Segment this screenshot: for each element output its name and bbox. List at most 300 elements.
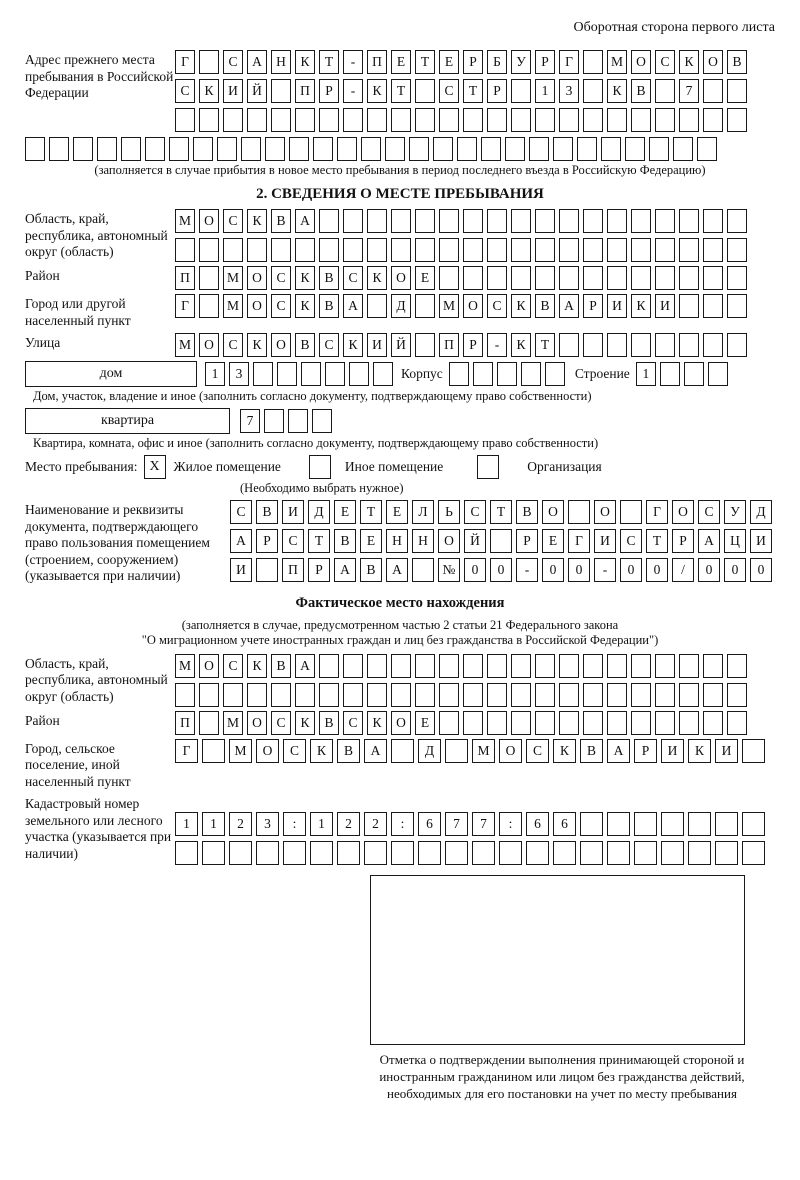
- char-cell[interactable]: А: [295, 654, 315, 678]
- char-cell[interactable]: [433, 137, 453, 161]
- char-cell[interactable]: [343, 108, 363, 132]
- char-cell[interactable]: 0: [464, 558, 486, 582]
- char-cell[interactable]: [577, 137, 597, 161]
- char-cell[interactable]: С: [175, 79, 195, 103]
- char-cell[interactable]: [511, 108, 531, 132]
- char-cell[interactable]: Т: [360, 500, 382, 524]
- char-cell[interactable]: [415, 294, 435, 318]
- char-cell[interactable]: [688, 841, 711, 865]
- char-cell[interactable]: [703, 209, 723, 233]
- char-cell[interactable]: Р: [583, 294, 603, 318]
- char-cell[interactable]: В: [360, 558, 382, 582]
- char-cell[interactable]: Т: [490, 500, 512, 524]
- char-cell[interactable]: [343, 238, 363, 262]
- char-cell[interactable]: М: [472, 739, 495, 763]
- char-cell[interactable]: [559, 711, 579, 735]
- char-cell[interactable]: [391, 683, 411, 707]
- char-cell[interactable]: [481, 137, 501, 161]
- char-cell[interactable]: П: [175, 711, 195, 735]
- char-cell[interactable]: [343, 683, 363, 707]
- char-cell[interactable]: [535, 683, 555, 707]
- char-cell[interactable]: [583, 108, 603, 132]
- char-cell[interactable]: К: [511, 294, 531, 318]
- char-cell[interactable]: [661, 841, 684, 865]
- char-cell[interactable]: Ь: [438, 500, 460, 524]
- char-cell[interactable]: О: [247, 711, 267, 735]
- char-cell[interactable]: Е: [415, 266, 435, 290]
- char-cell[interactable]: [631, 683, 651, 707]
- char-cell[interactable]: В: [631, 79, 651, 103]
- char-cell[interactable]: [607, 711, 627, 735]
- char-cell[interactable]: [727, 333, 747, 357]
- char-cell[interactable]: О: [391, 266, 411, 290]
- char-cell[interactable]: [559, 683, 579, 707]
- char-cell[interactable]: [703, 266, 723, 290]
- char-cell[interactable]: [337, 841, 360, 865]
- char-cell[interactable]: С: [223, 333, 243, 357]
- char-cell[interactable]: А: [559, 294, 579, 318]
- char-cell[interactable]: О: [256, 739, 279, 763]
- char-cell[interactable]: М: [223, 294, 243, 318]
- char-cell[interactable]: [511, 266, 531, 290]
- char-cell[interactable]: И: [661, 739, 684, 763]
- char-cell[interactable]: [511, 683, 531, 707]
- char-cell[interactable]: К: [295, 266, 315, 290]
- char-cell[interactable]: Л: [412, 500, 434, 524]
- char-cell[interactable]: [271, 238, 291, 262]
- char-cell[interactable]: [715, 841, 738, 865]
- char-cell[interactable]: [175, 238, 195, 262]
- char-cell[interactable]: Д: [391, 294, 411, 318]
- char-cell[interactable]: [463, 266, 483, 290]
- char-cell[interactable]: [697, 137, 717, 161]
- char-cell[interactable]: С: [271, 711, 291, 735]
- char-cell[interactable]: Г: [175, 50, 195, 74]
- char-cell[interactable]: Т: [415, 50, 435, 74]
- char-cell[interactable]: К: [367, 79, 387, 103]
- char-cell[interactable]: 1: [202, 812, 225, 836]
- char-cell[interactable]: [703, 683, 723, 707]
- char-cell[interactable]: [445, 739, 468, 763]
- char-cell[interactable]: [607, 683, 627, 707]
- char-cell[interactable]: 1: [535, 79, 555, 103]
- char-cell[interactable]: [535, 238, 555, 262]
- char-cell[interactable]: К: [679, 50, 699, 74]
- char-cell[interactable]: Р: [487, 79, 507, 103]
- char-cell[interactable]: С: [487, 294, 507, 318]
- char-cell[interactable]: [415, 683, 435, 707]
- char-cell[interactable]: С: [282, 529, 304, 553]
- char-cell[interactable]: [391, 739, 414, 763]
- char-cell[interactable]: А: [607, 739, 630, 763]
- char-cell[interactable]: Н: [271, 50, 291, 74]
- char-cell[interactable]: [583, 654, 603, 678]
- char-cell[interactable]: [202, 739, 225, 763]
- char-cell[interactable]: [679, 209, 699, 233]
- char-cell[interactable]: [634, 812, 657, 836]
- char-cell[interactable]: В: [271, 654, 291, 678]
- char-cell[interactable]: [199, 683, 219, 707]
- char-cell[interactable]: [679, 266, 699, 290]
- char-cell[interactable]: [271, 683, 291, 707]
- char-cell[interactable]: [265, 137, 285, 161]
- char-cell[interactable]: 2: [364, 812, 387, 836]
- char-cell[interactable]: [97, 137, 117, 161]
- char-cell[interactable]: [283, 841, 306, 865]
- char-cell[interactable]: [631, 108, 651, 132]
- char-cell[interactable]: [337, 137, 357, 161]
- char-cell[interactable]: [487, 108, 507, 132]
- char-cell[interactable]: [583, 711, 603, 735]
- char-cell[interactable]: Е: [360, 529, 382, 553]
- char-cell[interactable]: [463, 209, 483, 233]
- char-cell[interactable]: Д: [750, 500, 772, 524]
- char-cell[interactable]: А: [364, 739, 387, 763]
- char-cell[interactable]: И: [655, 294, 675, 318]
- char-cell[interactable]: К: [295, 711, 315, 735]
- char-cell[interactable]: [487, 238, 507, 262]
- char-cell[interactable]: [607, 841, 630, 865]
- char-cell[interactable]: О: [247, 294, 267, 318]
- char-cell[interactable]: :: [391, 812, 414, 836]
- char-cell[interactable]: [391, 238, 411, 262]
- char-cell[interactable]: [439, 266, 459, 290]
- char-cell[interactable]: [223, 108, 243, 132]
- char-cell[interactable]: Р: [463, 333, 483, 357]
- char-cell[interactable]: С: [343, 266, 363, 290]
- char-cell[interactable]: [727, 266, 747, 290]
- char-cell[interactable]: [607, 333, 627, 357]
- char-cell[interactable]: [708, 362, 728, 386]
- char-cell[interactable]: М: [175, 209, 195, 233]
- char-cell[interactable]: [415, 108, 435, 132]
- char-cell[interactable]: М: [607, 50, 627, 74]
- char-cell[interactable]: С: [223, 654, 243, 678]
- char-cell[interactable]: [463, 238, 483, 262]
- char-cell[interactable]: [568, 500, 590, 524]
- char-cell[interactable]: [295, 683, 315, 707]
- char-cell[interactable]: [295, 108, 315, 132]
- char-cell[interactable]: [679, 683, 699, 707]
- char-cell[interactable]: [175, 108, 195, 132]
- char-cell[interactable]: [193, 137, 213, 161]
- char-cell[interactable]: [463, 108, 483, 132]
- char-cell[interactable]: [391, 654, 411, 678]
- char-cell[interactable]: С: [283, 739, 306, 763]
- char-cell[interactable]: [490, 529, 512, 553]
- char-cell[interactable]: :: [499, 812, 522, 836]
- char-cell[interactable]: А: [698, 529, 720, 553]
- char-cell[interactable]: [583, 50, 603, 74]
- char-cell[interactable]: 2: [229, 812, 252, 836]
- char-cell[interactable]: [727, 209, 747, 233]
- char-cell[interactable]: [271, 79, 291, 103]
- char-cell[interactable]: [703, 238, 723, 262]
- char-cell[interactable]: Т: [463, 79, 483, 103]
- char-cell[interactable]: Д: [308, 500, 330, 524]
- char-cell[interactable]: [391, 209, 411, 233]
- char-cell[interactable]: [199, 238, 219, 262]
- char-cell[interactable]: [418, 841, 441, 865]
- char-cell[interactable]: А: [295, 209, 315, 233]
- char-cell[interactable]: [367, 238, 387, 262]
- char-cell[interactable]: 0: [646, 558, 668, 582]
- char-cell[interactable]: [655, 209, 675, 233]
- char-cell[interactable]: [497, 362, 517, 386]
- char-cell[interactable]: [703, 108, 723, 132]
- char-cell[interactable]: [553, 137, 573, 161]
- char-cell[interactable]: [727, 711, 747, 735]
- char-cell[interactable]: [535, 209, 555, 233]
- char-cell[interactable]: [601, 137, 621, 161]
- char-cell[interactable]: [199, 266, 219, 290]
- char-cell[interactable]: У: [724, 500, 746, 524]
- char-cell[interactable]: [169, 137, 189, 161]
- char-cell[interactable]: [199, 108, 219, 132]
- char-cell[interactable]: [415, 79, 435, 103]
- char-cell[interactable]: [223, 683, 243, 707]
- char-cell[interactable]: [367, 683, 387, 707]
- char-cell[interactable]: [583, 266, 603, 290]
- char-cell[interactable]: 1: [310, 812, 333, 836]
- char-cell[interactable]: О: [199, 333, 219, 357]
- char-cell[interactable]: [553, 841, 576, 865]
- char-cell[interactable]: Е: [415, 711, 435, 735]
- char-cell[interactable]: [703, 333, 723, 357]
- char-cell[interactable]: А: [386, 558, 408, 582]
- char-cell[interactable]: И: [282, 500, 304, 524]
- char-cell[interactable]: [655, 654, 675, 678]
- char-cell[interactable]: К: [247, 654, 267, 678]
- char-cell[interactable]: С: [620, 529, 642, 553]
- char-cell[interactable]: П: [175, 266, 195, 290]
- char-cell[interactable]: [310, 841, 333, 865]
- char-cell[interactable]: Г: [175, 294, 195, 318]
- char-cell[interactable]: М: [175, 654, 195, 678]
- char-cell[interactable]: И: [223, 79, 243, 103]
- char-cell[interactable]: Р: [535, 50, 555, 74]
- char-cell[interactable]: [199, 50, 219, 74]
- char-cell[interactable]: -: [343, 79, 363, 103]
- char-cell[interactable]: В: [319, 294, 339, 318]
- char-cell[interactable]: В: [295, 333, 315, 357]
- char-cell[interactable]: 7: [445, 812, 468, 836]
- char-cell[interactable]: [679, 294, 699, 318]
- char-cell[interactable]: В: [535, 294, 555, 318]
- char-cell[interactable]: [367, 294, 387, 318]
- char-cell[interactable]: Т: [535, 333, 555, 357]
- char-cell[interactable]: О: [594, 500, 616, 524]
- char-cell[interactable]: [361, 137, 381, 161]
- char-cell[interactable]: [247, 683, 267, 707]
- char-cell[interactable]: [703, 294, 723, 318]
- char-cell[interactable]: Й: [247, 79, 267, 103]
- char-cell[interactable]: [727, 108, 747, 132]
- char-cell[interactable]: У: [511, 50, 531, 74]
- char-cell[interactable]: Д: [418, 739, 441, 763]
- char-cell[interactable]: [655, 711, 675, 735]
- char-cell[interactable]: 7: [472, 812, 495, 836]
- char-cell[interactable]: №: [438, 558, 460, 582]
- char-cell[interactable]: [202, 841, 225, 865]
- char-cell[interactable]: В: [580, 739, 603, 763]
- char-cell[interactable]: [655, 333, 675, 357]
- char-cell[interactable]: Р: [319, 79, 339, 103]
- char-cell[interactable]: [264, 409, 284, 433]
- char-cell[interactable]: О: [463, 294, 483, 318]
- char-cell[interactable]: Т: [319, 50, 339, 74]
- char-cell[interactable]: [319, 654, 339, 678]
- char-cell[interactable]: 3: [256, 812, 279, 836]
- char-cell[interactable]: Б: [487, 50, 507, 74]
- char-cell[interactable]: [487, 654, 507, 678]
- char-cell[interactable]: [703, 654, 723, 678]
- char-cell[interactable]: [343, 654, 363, 678]
- char-cell[interactable]: Е: [334, 500, 356, 524]
- char-cell[interactable]: [256, 841, 279, 865]
- char-cell[interactable]: [559, 266, 579, 290]
- char-cell[interactable]: [511, 711, 531, 735]
- char-cell[interactable]: О: [542, 500, 564, 524]
- char-cell[interactable]: Р: [672, 529, 694, 553]
- char-cell[interactable]: Р: [256, 529, 278, 553]
- char-cell[interactable]: Г: [175, 739, 198, 763]
- char-cell[interactable]: Й: [391, 333, 411, 357]
- char-cell[interactable]: [349, 362, 369, 386]
- char-cell[interactable]: [660, 362, 680, 386]
- char-cell[interactable]: [661, 812, 684, 836]
- char-cell[interactable]: О: [199, 209, 219, 233]
- char-cell[interactable]: И: [607, 294, 627, 318]
- char-cell[interactable]: К: [511, 333, 531, 357]
- char-cell[interactable]: [229, 841, 252, 865]
- char-cell[interactable]: К: [247, 333, 267, 357]
- char-cell[interactable]: [343, 209, 363, 233]
- char-cell[interactable]: [499, 841, 522, 865]
- char-cell[interactable]: [583, 333, 603, 357]
- char-cell[interactable]: М: [223, 266, 243, 290]
- char-cell[interactable]: К: [367, 266, 387, 290]
- char-cell[interactable]: [583, 238, 603, 262]
- stay-type-checkbox-organization[interactable]: [477, 455, 499, 479]
- char-cell[interactable]: [535, 711, 555, 735]
- char-cell[interactable]: А: [334, 558, 356, 582]
- char-cell[interactable]: [271, 108, 291, 132]
- char-cell[interactable]: [559, 238, 579, 262]
- char-cell[interactable]: [607, 266, 627, 290]
- char-cell[interactable]: К: [199, 79, 219, 103]
- char-cell[interactable]: [703, 79, 723, 103]
- char-cell[interactable]: [415, 654, 435, 678]
- char-cell[interactable]: 0: [568, 558, 590, 582]
- char-cell[interactable]: В: [319, 266, 339, 290]
- char-cell[interactable]: [409, 137, 429, 161]
- char-cell[interactable]: А: [247, 50, 267, 74]
- char-cell[interactable]: [727, 79, 747, 103]
- char-cell[interactable]: М: [229, 739, 252, 763]
- char-cell[interactable]: [559, 108, 579, 132]
- char-cell[interactable]: Е: [391, 50, 411, 74]
- char-cell[interactable]: Т: [646, 529, 668, 553]
- char-cell[interactable]: [679, 333, 699, 357]
- char-cell[interactable]: С: [319, 333, 339, 357]
- char-cell[interactable]: Й: [464, 529, 486, 553]
- char-cell[interactable]: [684, 362, 704, 386]
- char-cell[interactable]: Е: [542, 529, 564, 553]
- char-cell[interactable]: 2: [337, 812, 360, 836]
- stay-type-checkbox-other-premises[interactable]: [309, 455, 331, 479]
- char-cell[interactable]: 0: [750, 558, 772, 582]
- char-cell[interactable]: [175, 841, 198, 865]
- char-cell[interactable]: [319, 209, 339, 233]
- char-cell[interactable]: [620, 500, 642, 524]
- char-cell[interactable]: [295, 238, 315, 262]
- char-cell[interactable]: [367, 654, 387, 678]
- char-cell[interactable]: [583, 209, 603, 233]
- char-cell[interactable]: К: [367, 711, 387, 735]
- char-cell[interactable]: С: [526, 739, 549, 763]
- char-cell[interactable]: [463, 683, 483, 707]
- char-cell[interactable]: 1: [205, 362, 225, 386]
- char-cell[interactable]: И: [715, 739, 738, 763]
- char-cell[interactable]: [391, 841, 414, 865]
- char-cell[interactable]: [256, 558, 278, 582]
- char-cell[interactable]: Г: [568, 529, 590, 553]
- char-cell[interactable]: 1: [636, 362, 656, 386]
- char-cell[interactable]: Н: [412, 529, 434, 553]
- char-cell[interactable]: [364, 841, 387, 865]
- char-cell[interactable]: Р: [463, 50, 483, 74]
- char-cell[interactable]: [580, 812, 603, 836]
- char-cell[interactable]: А: [230, 529, 252, 553]
- char-cell[interactable]: О: [631, 50, 651, 74]
- char-cell[interactable]: К: [553, 739, 576, 763]
- char-cell[interactable]: О: [672, 500, 694, 524]
- char-cell[interactable]: С: [230, 500, 252, 524]
- char-cell[interactable]: 0: [620, 558, 642, 582]
- char-cell[interactable]: [742, 739, 765, 763]
- char-cell[interactable]: [521, 362, 541, 386]
- char-cell[interactable]: С: [271, 294, 291, 318]
- char-cell[interactable]: Т: [308, 529, 330, 553]
- char-cell[interactable]: [529, 137, 549, 161]
- char-cell[interactable]: [535, 266, 555, 290]
- char-cell[interactable]: И: [230, 558, 252, 582]
- char-cell[interactable]: [511, 209, 531, 233]
- char-cell[interactable]: К: [295, 50, 315, 74]
- char-cell[interactable]: -: [487, 333, 507, 357]
- char-cell[interactable]: [607, 209, 627, 233]
- char-cell[interactable]: [727, 654, 747, 678]
- char-cell[interactable]: Е: [439, 50, 459, 74]
- char-cell[interactable]: [445, 841, 468, 865]
- char-cell[interactable]: [247, 108, 267, 132]
- char-cell[interactable]: [73, 137, 93, 161]
- char-cell[interactable]: О: [499, 739, 522, 763]
- char-cell[interactable]: [607, 238, 627, 262]
- char-cell[interactable]: [391, 108, 411, 132]
- char-cell[interactable]: [655, 108, 675, 132]
- char-cell[interactable]: В: [334, 529, 356, 553]
- char-cell[interactable]: М: [223, 711, 243, 735]
- char-cell[interactable]: [655, 683, 675, 707]
- char-cell[interactable]: [688, 812, 711, 836]
- char-cell[interactable]: -: [343, 50, 363, 74]
- char-cell[interactable]: [301, 362, 321, 386]
- char-cell[interactable]: [319, 238, 339, 262]
- char-cell[interactable]: [559, 333, 579, 357]
- char-cell[interactable]: [319, 108, 339, 132]
